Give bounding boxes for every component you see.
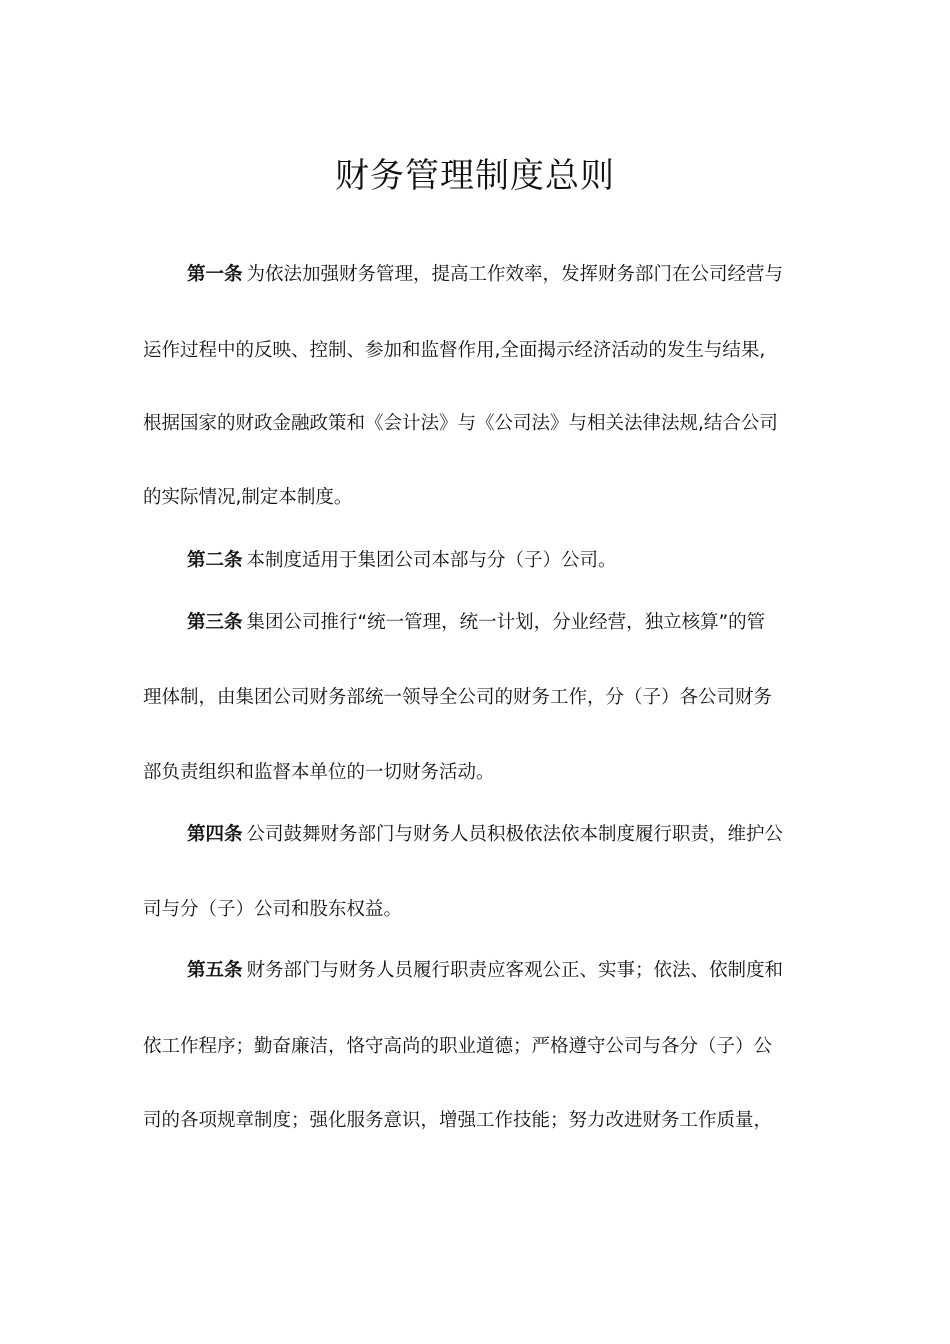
article-2-first-line bbox=[187, 548, 813, 574]
article-2-label: 第二条 bbox=[187, 550, 243, 571]
article-1-text-line-2: 运作过程中的反映、控制、参加和监督作用,全面揭示经济活动的发生与结果, bbox=[143, 340, 766, 361]
article-4-label: 第四条 bbox=[187, 824, 243, 845]
article-5-first-line bbox=[187, 958, 813, 984]
article-5-label: 第五条 bbox=[187, 960, 243, 981]
article-1-text-line-3: 根据国家的财政金融政策和《会计法》与《公司法》与相关法律法规,结合公司 bbox=[143, 413, 778, 434]
article-4-text-line-2: 司与分（子）公司和股东权益。 bbox=[143, 899, 403, 920]
article-5-text-line-2: 依工作程序；勤奋廉洁，恪守高尚的职业道德；严格遵守公司与各分（子）公 bbox=[143, 1036, 773, 1057]
article-4-text-line-1: 公司鼓舞财务部门与财务人员积极依法依本制度履行职责，维护公 bbox=[246, 824, 784, 845]
article-3-label: 第三条 bbox=[187, 612, 243, 633]
article-2-text-line-1: 本制度适用于集团公司本部与分（子）公司。 bbox=[246, 550, 617, 571]
article-5-text-line-1: 财务部门与财务人员履行职责应客观公正、实事；依法、依制度和 bbox=[246, 960, 784, 981]
article-5-text-line-3: 司的各项规章制度；强化服务意识，增强工作技能；努力改进财务工作质量， bbox=[143, 1110, 773, 1131]
document-title: 财务管理制度总则 bbox=[335, 156, 615, 196]
article-3-first-line bbox=[187, 610, 813, 636]
article-4-first-line bbox=[187, 822, 813, 848]
article-1-label: 第一条 bbox=[187, 264, 243, 285]
article-3-text-line-2: 理体制，由集团公司财务部统一领导全公司的财务工作，分（子）各公司财务 bbox=[143, 687, 773, 708]
article-3-text-line-1: 集团公司推行“统一管理，统一计划，分业经营，独立核算”的管 bbox=[246, 612, 766, 633]
article-1-text-line-1: 为依法加强财务管理，提高工作效率，发挥财务部门在公司经营与 bbox=[246, 264, 784, 285]
article-3-text-line-3: 部负责组织和监督本单位的一切财务活动。 bbox=[143, 762, 495, 783]
article-1-text-line-4: 的实际情况,制定本制度。 bbox=[143, 487, 353, 508]
article-1-first-line bbox=[187, 262, 813, 288]
